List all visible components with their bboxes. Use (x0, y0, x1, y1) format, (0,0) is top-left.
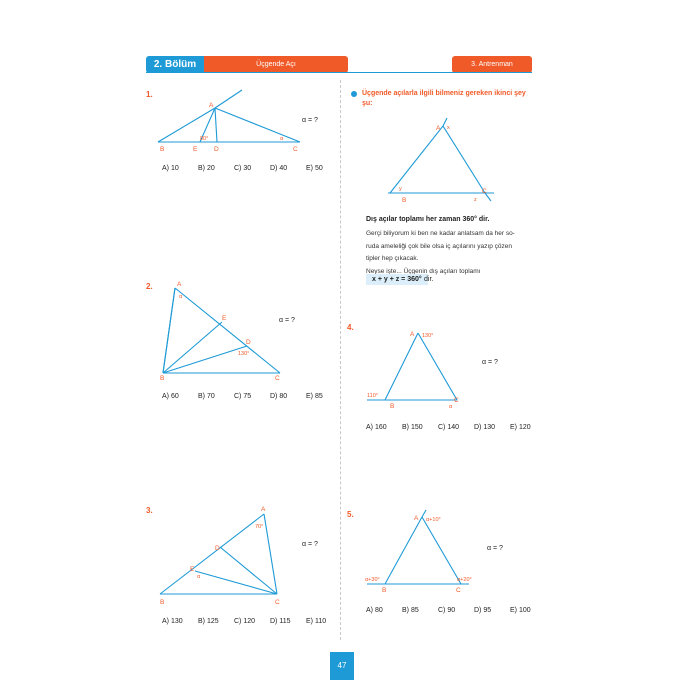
question-3-ask: α = ? (302, 541, 318, 548)
info-angle-z: z (474, 197, 477, 203)
question-1-choices (162, 165, 342, 172)
question-4-choices (366, 424, 546, 431)
q2-vertex-e: E (222, 315, 227, 322)
q3-choice-d[interactable]: D) 115 (270, 618, 291, 625)
question-1-number: 1. (146, 90, 153, 99)
q3-vertex-e: E (190, 566, 195, 573)
topic-banner: Üçgende Açı (204, 56, 348, 73)
question-2-number: 2. (146, 282, 153, 291)
q3-vertex-c: C (275, 599, 280, 606)
question-3-figure (155, 505, 290, 605)
q5-angle-c: α+20° (457, 577, 472, 583)
q1-choice-c[interactable]: C) 30 (234, 165, 252, 172)
q2-vertex-d: D (246, 339, 251, 346)
q5-vertex-b: B (382, 587, 387, 594)
q1-angle-alpha: α (280, 136, 284, 142)
question-5-number: 5. (347, 510, 354, 519)
q3-vertex-b: B (160, 599, 165, 606)
q4-choice-b[interactable]: B) 150 (402, 424, 423, 431)
q4-choice-d[interactable]: D) 130 (474, 424, 496, 431)
training-banner: 3. Antrenman (452, 56, 532, 73)
q4-angle-alpha: α (449, 404, 453, 410)
q4-angle-130: 130° (422, 333, 434, 339)
q1-vertex-e: E (193, 146, 198, 153)
info-angle-x: x (447, 125, 450, 131)
info-triangle-figure (388, 118, 498, 208)
q4-vertex-c: C (454, 397, 459, 404)
q1-vertex-d: D (214, 146, 219, 153)
q2-choice-c[interactable]: C) 75 (234, 393, 252, 400)
q4-choice-a[interactable]: A) 160 (366, 424, 387, 431)
info-bold-statement: Dış açılar toplamı her zaman 360° dir. (366, 216, 490, 223)
info-line-4: Neyse işte... Üçgenin dış açıları toplamı (366, 267, 481, 275)
info-angle-y: y (399, 186, 402, 192)
question-3-number: 3. (146, 506, 153, 515)
question-5-figure (365, 512, 485, 594)
q2-vertex-a: A (177, 281, 182, 288)
q1-choice-b[interactable]: B) 20 (198, 165, 215, 172)
header-rule (146, 72, 532, 73)
q2-choice-d[interactable]: D) 80 (270, 393, 288, 400)
q1-choice-d[interactable]: D) 40 (270, 165, 288, 172)
q4-vertex-a: A (410, 331, 415, 338)
q2-choice-e[interactable]: E) 85 (306, 393, 323, 400)
question-1-figure (150, 85, 330, 165)
q2-choice-b[interactable]: B) 70 (198, 393, 215, 400)
q1-angle-80: 80° (200, 136, 209, 142)
info-line-3: tipler hep çıkacak. (366, 255, 419, 262)
info-vertex-c: C (482, 188, 487, 195)
q5-angle-b: α+30° (365, 577, 380, 583)
q5-angle-a: α+10° (426, 517, 441, 523)
q4-angle-110: 110° (367, 393, 378, 399)
column-divider (340, 80, 341, 640)
q2-vertex-b: B (160, 375, 165, 382)
q2-choice-a[interactable]: A) 60 (162, 393, 179, 400)
q2-angle-130: 130° (238, 351, 250, 357)
q3-choice-b[interactable]: B) 125 (198, 618, 219, 625)
info-vertex-b: B (402, 197, 407, 204)
question-2-ask: α = ? (279, 317, 295, 324)
q5-vertex-c: C (456, 587, 461, 594)
info-vertex-a: A (436, 125, 441, 132)
question-4-number: 4. (347, 323, 354, 332)
info-line-1: Gerçi biliyorum ki ben ne kadar anlatsam da her so- (366, 230, 515, 237)
q3-choice-a[interactable]: A) 130 (162, 618, 183, 625)
q5-choice-d[interactable]: D) 95 (474, 607, 492, 614)
question-5-choices (366, 607, 546, 614)
question-2-choices (162, 393, 342, 400)
q3-angle-70: 70° (255, 524, 264, 530)
q5-vertex-a: A (414, 515, 419, 522)
q5-choice-e[interactable]: E) 100 (510, 607, 531, 614)
info-title: Üçgende açılarla ilgili bilmeniz gereken ikinci şey şu: (362, 90, 526, 107)
info-formula-suffix: dir. (424, 276, 434, 283)
q3-choice-c[interactable]: C) 120 (234, 618, 256, 625)
q3-vertex-d: D (215, 545, 220, 552)
question-1-ask: α = ? (302, 117, 318, 124)
chapter-tab: 2. Bölüm (146, 56, 204, 73)
q1-choice-a[interactable]: A) 10 (162, 165, 179, 172)
info-line-2: ruda ameleliği çok bile olsa iç açılarını yazıp çözen (366, 242, 512, 250)
q5-choice-a[interactable]: A) 80 (366, 607, 383, 614)
q2-vertex-c: C (275, 375, 280, 382)
page-number: 47 (330, 652, 354, 680)
q4-vertex-b: B (390, 403, 395, 410)
info-formula: x + y + z = 360° (366, 274, 428, 285)
q1-choice-e[interactable]: E) 50 (306, 165, 323, 172)
q3-choice-e[interactable]: E) 110 (306, 618, 327, 625)
q1-vertex-c: C (293, 146, 298, 153)
q4-choice-c[interactable]: C) 140 (438, 424, 460, 431)
q1-vertex-b: B (160, 146, 165, 153)
q4-choice-e[interactable]: E) 120 (510, 424, 531, 431)
info-paragraph (366, 228, 534, 278)
question-4-figure (365, 328, 475, 413)
q1-vertex-a: A (209, 102, 214, 109)
q2-angle-alpha: α (179, 294, 183, 300)
question-3-choices (162, 618, 342, 625)
question-5-ask: α = ? (487, 545, 503, 552)
q5-choice-c[interactable]: C) 90 (438, 607, 456, 614)
q3-angle-alpha: α (197, 574, 201, 580)
info-bullet-icon (351, 91, 357, 97)
q3-vertex-a: A (261, 506, 266, 513)
question-2-figure (155, 280, 295, 380)
q5-choice-b[interactable]: B) 85 (402, 607, 419, 614)
question-4-ask: α = ? (482, 359, 498, 366)
